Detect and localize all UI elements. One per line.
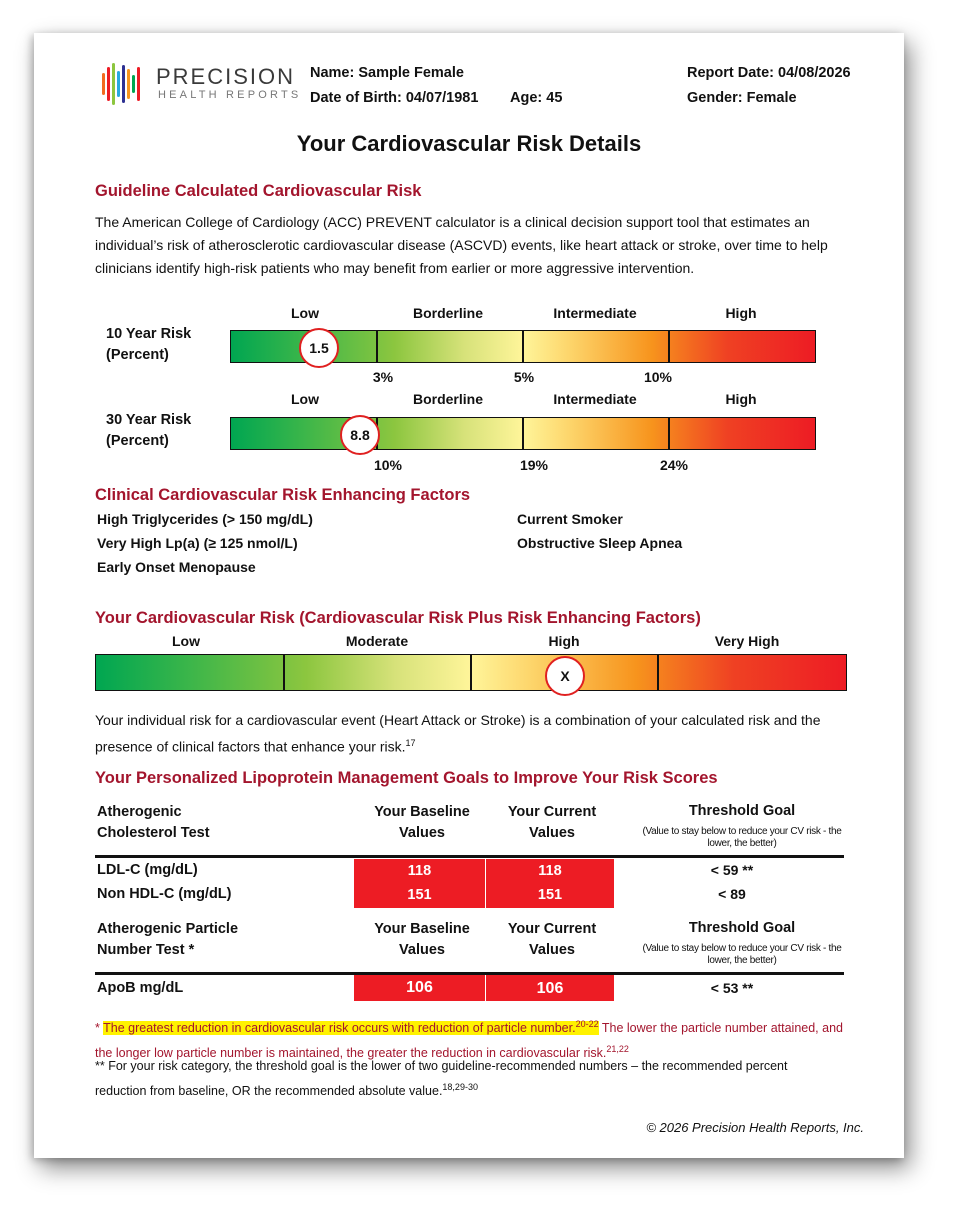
t2-col-goal: Threshold Goal — [688, 920, 796, 936]
cat-label-low: Low — [291, 305, 319, 321]
t1-col-test: Atherogenic Cholesterol Test — [97, 804, 210, 841]
patient-age: Age: 45 — [510, 90, 563, 106]
brand-logo-icon — [102, 63, 152, 107]
cat-label-intermediate: Intermediate — [553, 305, 637, 321]
report-page — [34, 33, 904, 1158]
overall-risk-bar — [95, 654, 847, 691]
t1-col-current: Your Current Values — [507, 804, 597, 841]
enhancing-factor: Very High Lp(a) (≥ 125 nmol/L) — [97, 535, 298, 551]
footnote-threshold: ** For your risk category, the threshold goal is the lower of two guideline-recommended numbers – the recommended percent reduction from baseline, OR the recommended absolute value.$^{18,29-30}$ — [95, 1059, 788, 1099]
t2-row-current: 106 — [486, 975, 614, 1001]
overall-risk-marker: X — [545, 656, 585, 696]
footnote-particle: * The greatest reduction in cardiovascular risk occurs with reduction of particle number.$^{20-22}$ The lower the particle number attained, and the longer low particle number is maintained, the greater the reduction in cardiovascular risk.$^{21,22}$ — [95, 1019, 843, 1061]
thirty-year-risk-marker: 8.8 — [340, 415, 380, 455]
t1-goal-note: (Value to stay below to reduce your CV risk - the lower, the better) — [642, 826, 842, 849]
enhancing-factor: Current Smoker — [517, 511, 623, 527]
t1-row-baseline: 151 — [354, 883, 485, 908]
t2-col-current: Your Current Values — [507, 921, 597, 958]
patient-name: Name: Sample Female — [310, 65, 464, 81]
t2-goal-note: (Value to stay below to reduce your CV risk - the lower, the better) — [642, 943, 842, 966]
t1-row-current: 118 — [486, 859, 614, 883]
overall-risk-heading: Your Cardiovascular Risk (Cardiovascular Risk Plus Risk Enhancing Factors) — [95, 609, 701, 627]
overall-cat-moderate: Moderate — [345, 633, 409, 649]
ten-year-tick: 3% — [372, 369, 394, 385]
t2-row-baseline: 106 — [354, 975, 485, 1001]
ten-year-label: 10 Year Risk (Percent) — [106, 326, 192, 363]
t1-row-test: LDL-C (mg/dL) — [97, 862, 198, 878]
overall-cat-very-high: Very High — [714, 633, 780, 649]
cat-label-high: High — [725, 391, 757, 407]
report-date: Report Date: 04/08/2026 — [687, 65, 851, 81]
t2-row-goal: < 53 ** — [710, 980, 754, 996]
copyright: © 2026 Precision Health Reports, Inc. — [646, 1120, 864, 1135]
cat-label-low: Low — [291, 391, 319, 407]
thirty-year-label: 30 Year Risk (Percent) — [106, 412, 192, 449]
thirty-year-tick: 19% — [519, 457, 549, 473]
ten-year-tick: 10% — [643, 369, 673, 385]
overall-cat-high: High — [548, 633, 580, 649]
cat-label-high: High — [725, 305, 757, 321]
patient-gender: Gender: Female — [687, 90, 797, 106]
goals-heading: Your Personalized Lipoprotein Management Goals to Improve Your Risk Scores — [95, 769, 718, 787]
enhancing-factor: Obstructive Sleep Apnea — [517, 535, 683, 551]
brand-name: PRECISION — [156, 64, 296, 89]
thirty-year-tick: 24% — [659, 457, 689, 473]
cat-label-intermediate: Intermediate — [553, 391, 637, 407]
t1-row-baseline: 118 — [354, 859, 485, 883]
enhancing-heading: Clinical Cardiovascular Risk Enhancing Factors — [95, 486, 471, 504]
brand-subtitle: HEALTH REPORTS — [158, 89, 302, 101]
t1-row-current: 151 — [486, 883, 614, 908]
overall-risk-text: Your individual risk for a cardiovascular event (Heart Attack or Stroke) is a combination of your calculated risk and the presence of clinical factors that enhance your risk.$^{17}$ — [95, 712, 821, 755]
t2-col-test: Atherogenic Particle Number Test * — [97, 921, 239, 958]
thirty-year-risk-bar — [230, 417, 816, 450]
t2-row-test: ApoB mg/dL — [97, 980, 184, 996]
page-title: Your Cardiovascular Risk Details — [296, 131, 642, 156]
t1-row-goal: < 89 — [718, 886, 746, 902]
overall-cat-low: Low — [172, 633, 200, 649]
t1-row-test: Non HDL-C (mg/dL) — [97, 886, 232, 902]
guideline-paragraph: The American College of Cardiology (ACC) PREVENT calculator is a clinical decision support tool that estimates an individual’s risk of atherosclerotic cardiovascular disease (ASCVD) events, like heart attack or stroke, over time to help clinicians identify high-risk patients who may benefit from earlier or more aggressive intervention. — [95, 214, 828, 276]
t1-col-baseline: Your Baseline Values — [374, 804, 470, 841]
t1-row-goal: < 59 ** — [710, 862, 754, 878]
patient-dob: Date of Birth: 04/07/1981 — [310, 90, 479, 106]
enhancing-factor: Early Onset Menopause — [97, 559, 256, 575]
footnote-highlight: The greatest reduction in cardiovascular risk occurs with reduction of particle number.$^{20-22}$ — [103, 1019, 599, 1036]
t2-col-baseline: Your Baseline Values — [374, 921, 470, 958]
ten-year-tick: 5% — [513, 369, 535, 385]
t1-header-rule — [95, 855, 844, 858]
ten-year-risk-marker: 1.5 — [299, 328, 339, 368]
guideline-heading: Guideline Calculated Cardiovascular Risk — [95, 182, 422, 200]
thirty-year-tick: 10% — [373, 457, 403, 473]
t1-col-goal: Threshold Goal — [688, 803, 796, 819]
enhancing-factor: High Triglycerides (> 150 mg/dL) — [97, 511, 313, 527]
cat-label-borderline: Borderline — [412, 391, 483, 407]
cat-label-borderline: Borderline — [412, 305, 483, 321]
